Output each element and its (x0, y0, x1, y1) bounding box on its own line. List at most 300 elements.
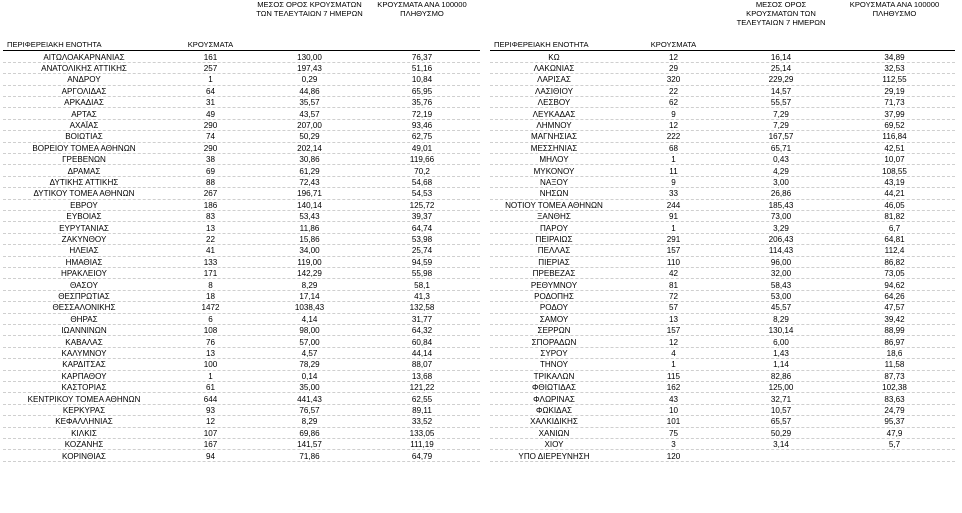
cell-region: ΖΑΚΥΝΘΟΥ (61, 234, 107, 244)
cell-cases: 9 (671, 177, 676, 187)
cell-avg7: 3,14 (773, 440, 789, 450)
cell-avg7: 114,43 (768, 246, 794, 256)
cell-region: ΚΩ (548, 52, 560, 62)
cell-cases: 12 (668, 120, 678, 130)
cell-per100k: 11,58 (884, 360, 905, 370)
table-row (3, 63, 480, 74)
cell-region: ΕΒΡΟΥ (70, 200, 98, 210)
table-row (490, 416, 955, 427)
cell-avg7: 7,29 (773, 120, 789, 130)
cell-avg7: 0,14 (301, 371, 318, 381)
cell-cases: 107 (203, 428, 218, 438)
cell-cases: 69 (205, 166, 215, 176)
cell-region: ΡΟΔΟΠΗΣ (534, 291, 574, 301)
cell-avg7: 44,86 (299, 86, 320, 96)
cell-region: ΧΙΟΥ (544, 440, 564, 450)
cell-avg7: 3,29 (773, 223, 789, 233)
table-row (490, 63, 955, 74)
table-row (3, 86, 480, 97)
cell-per100k: 10,84 (411, 75, 433, 85)
cell-avg7: 0,29 (301, 75, 318, 85)
cell-avg7: 142,29 (297, 269, 322, 279)
cell-cases: 62 (668, 98, 678, 108)
cell-avg7: 3,00 (773, 177, 789, 187)
cell-per100k: 44,14 (411, 348, 433, 358)
cell-cases: 13 (205, 223, 215, 233)
cell-avg7: 50,29 (299, 132, 320, 142)
table-row (3, 359, 480, 370)
table-row (490, 394, 955, 405)
cell-cases: 1 (208, 75, 213, 85)
cell-avg7: 45,57 (770, 303, 792, 313)
cell-per100k: 72,19 (411, 109, 433, 119)
cell-region: ΔΥΤΙΚΟΥ ΤΟΜΕΑ ΑΘΗΝΩΝ (33, 189, 135, 199)
table-row (3, 166, 480, 177)
cell-cases: 75 (668, 428, 678, 438)
cell-avg7: 65,71 (770, 143, 792, 153)
table-row (3, 337, 480, 348)
cell-per100k: 86,97 (884, 337, 905, 347)
cell-cases: 162 (666, 383, 681, 393)
cell-avg7: 197,43 (297, 63, 322, 73)
cell-per100k: 111,19 (410, 440, 434, 450)
table-row (490, 52, 955, 63)
cell-avg7: 98,00 (299, 326, 320, 336)
cell-avg7: 130,00 (297, 52, 322, 62)
col-header-avg7-left: ΜΕΣΟΣ ΟΡΟΣ ΚΡΟΥΣΜΑΤΩΝ ΤΩΝ ΤΕΛΕΥΤΑΙΩΝ 7 ΗΜΕΡΩΝ (256, 0, 363, 18)
cell-per100k: 18,6 (886, 348, 903, 358)
cell-per100k: 76,37 (411, 52, 433, 62)
cell-cases: 22 (205, 234, 215, 244)
cell-avg7: 78,29 (299, 360, 320, 370)
cell-cases: 64 (205, 86, 215, 96)
cell-per100k: 5,7 (888, 440, 901, 450)
col-header-cases-right: ΚΡΟΥΣΜΑΤΑ (650, 40, 697, 49)
cell-region: ΗΛΕΙΑΣ (69, 246, 99, 256)
cell-cases: 13 (668, 314, 678, 324)
cell-region: ΔΡΑΜΑΣ (67, 166, 101, 176)
table-row (3, 257, 480, 268)
cell-cases: 110 (667, 257, 680, 267)
table-row (490, 86, 955, 97)
table-row (490, 428, 955, 439)
cell-per100k: 33,52 (411, 417, 433, 427)
table-row (3, 394, 480, 405)
cell-per100k: 112,55 (882, 75, 907, 85)
table-row (3, 223, 480, 234)
cell-cases: 157 (666, 246, 681, 256)
cell-avg7: 130,14 (768, 326, 794, 336)
table-row (490, 337, 955, 348)
cell-per100k: 89,11 (412, 405, 432, 415)
cell-region: ΣΑΜΟΥ (539, 314, 569, 324)
cell-avg7: 196,71 (297, 189, 322, 199)
cell-cases: 83 (205, 212, 215, 222)
table-row (490, 97, 955, 108)
cell-region: ΝΗΣΩΝ (539, 189, 569, 199)
cell-per100k: 125,72 (409, 200, 435, 210)
cell-region: ΑΝΔΡΟΥ (67, 75, 101, 85)
cell-region: ΚΟΡΙΝΘΙΑΣ (62, 451, 106, 461)
cell-per100k: 29,19 (884, 86, 905, 96)
cell-region: ΒΟΡΕΙΟΥ ΤΟΜΕΑ ΑΘΗΝΩΝ (32, 143, 136, 153)
table-row (490, 120, 955, 131)
cell-region: ΚΑΡΔΙΤΣΑΣ (62, 360, 106, 370)
cell-per100k: 95,37 (884, 417, 905, 427)
col-header-region-right: ΠΕΡΙΦΕΡΕΙΑΚΗ ΕΝΟΤΗΤΑ (494, 40, 589, 49)
cell-per100k: 121,22 (409, 383, 435, 393)
cell-region: ΡΕΘΥΜΝΟΥ (530, 280, 578, 290)
cell-region: ΛΑΚΩΝΙΑΣ (533, 63, 575, 73)
cell-per100k: 112,4 (884, 246, 905, 256)
cell-region: ΞΑΝΘΗΣ (537, 212, 571, 222)
table-row (3, 302, 480, 313)
cell-avg7: 61,29 (299, 166, 320, 176)
table-row (3, 382, 480, 393)
table-row (3, 348, 480, 359)
cell-per100k: 62,75 (411, 132, 433, 142)
cell-avg7: 71,86 (299, 451, 320, 461)
cell-region: ΣΥΡΟΥ (540, 348, 568, 358)
cell-avg7: 32,00 (770, 269, 792, 279)
cell-avg7: 26,86 (770, 189, 792, 199)
table-row (490, 245, 955, 256)
cell-region: ΧΑΝΙΩΝ (538, 428, 570, 438)
cell-region: ΦΩΚΙΔΑΣ (536, 405, 572, 415)
cell-region: ΗΡΑΚΛΕΙΟΥ (61, 269, 107, 279)
cell-avg7: 55,57 (770, 98, 792, 108)
cell-per100k: 39,42 (884, 314, 905, 324)
cell-cases: 4 (671, 348, 676, 358)
cell-per100k: 54,68 (411, 177, 433, 187)
col-header-cases-left: ΚΡΟΥΣΜΑΤΑ (187, 40, 234, 49)
cell-region: ΑΡΓΟΛΙΔΑΣ (61, 86, 107, 96)
cell-avg7: 32,71 (770, 394, 792, 404)
cell-cases: 8 (208, 280, 213, 290)
cell-region: ΚΑΣΤΟΡΙΑΣ (61, 383, 107, 393)
cell-per100k: 81,82 (884, 212, 905, 222)
table-row (3, 109, 480, 120)
cell-avg7: 25,14 (770, 63, 792, 73)
cell-cases: 74 (205, 132, 215, 142)
cell-per100k: 35,76 (411, 98, 433, 108)
cell-region: ΚΑΛΥΜΝΟΥ (61, 348, 107, 358)
cell-avg7: 15,86 (299, 234, 320, 244)
cell-region: ΠΑΡΟΥ (539, 223, 569, 233)
table-row (3, 74, 480, 85)
cell-cases: 93 (205, 405, 215, 415)
cell-avg7: 43,57 (299, 109, 320, 119)
cell-per100k: 37,99 (884, 109, 905, 119)
cell-avg7: 76,57 (299, 405, 320, 415)
table-row (3, 52, 480, 63)
cell-per100k: 88,07 (411, 360, 433, 370)
table-row (3, 200, 480, 211)
table-row (3, 234, 480, 245)
cell-per100k: 60,84 (411, 337, 433, 347)
table-row (490, 371, 955, 382)
cell-per100k: 65,95 (411, 86, 433, 96)
cell-cases: 157 (666, 326, 681, 336)
cell-region: ΚΕΝΤΡΙΚΟΥ ΤΟΜΕΑ ΑΘΗΝΩΝ (27, 394, 141, 404)
cell-cases: 31 (205, 98, 215, 108)
cell-cases: 57 (668, 303, 678, 313)
cell-cases: 1472 (201, 303, 220, 313)
cell-per100k: 64,26 (884, 291, 905, 301)
cell-cases: 13 (205, 348, 215, 358)
cell-cases: 12 (668, 52, 678, 62)
cell-avg7: 73,00 (770, 212, 792, 222)
cell-region: ΘΑΣΟΥ (70, 280, 98, 290)
table-row (3, 371, 480, 382)
cell-cases: 38 (205, 155, 215, 165)
cell-avg7: 119,00 (297, 257, 322, 267)
table-row (490, 109, 955, 120)
cell-avg7: 82,86 (770, 371, 792, 381)
cell-per100k: 102,38 (882, 383, 907, 393)
cell-cases: 3 (671, 440, 676, 450)
cell-region: ΛΕΥΚΑΔΑΣ (532, 109, 576, 119)
cell-cases: 167 (203, 440, 218, 450)
cell-cases: 186 (203, 200, 218, 210)
cell-per100k: 39,37 (411, 212, 433, 222)
cell-avg7: 50,29 (770, 428, 792, 438)
cell-cases: 6 (208, 314, 213, 324)
cell-cases: 12 (205, 417, 215, 427)
cell-region: ΝΟΤΙΟΥ ΤΟΜΕΑ ΑΘΗΝΩΝ (505, 200, 603, 210)
cell-cases: 115 (667, 371, 680, 381)
cell-cases: 267 (203, 189, 218, 199)
table-row (3, 120, 480, 131)
cell-region: ΠΕΛΛΑΣ (537, 246, 571, 256)
cell-region: ΜΑΓΝΗΣΙΑΣ (531, 132, 577, 142)
cell-cases: 29 (668, 63, 678, 73)
cell-per100k: 132,58 (409, 303, 435, 313)
cell-cases: 120 (666, 451, 681, 461)
cell-cases: 9 (671, 109, 676, 119)
cell-avg7: 17,14 (299, 291, 320, 301)
table-row (490, 177, 955, 188)
cell-per100k: 44,21 (884, 189, 905, 199)
cell-avg7: 11,86 (299, 223, 320, 233)
cell-region: ΧΑΛΚΙΔΙΚΗΣ (530, 417, 578, 427)
cell-per100k: 64,81 (884, 234, 905, 244)
cell-cases: 100 (203, 360, 218, 370)
cell-region: ΤΗΝΟΥ (539, 360, 569, 370)
cell-cases: 68 (668, 143, 678, 153)
cell-region: ΚΑΒΑΛΑΣ (65, 337, 103, 347)
cell-cases: 1 (208, 371, 213, 381)
cell-cases: 41 (205, 246, 215, 256)
cell-avg7: 207,00 (297, 120, 322, 130)
table-row (490, 359, 955, 370)
cell-per100k: 119,66 (409, 155, 435, 165)
cell-avg7: 202,14 (297, 143, 322, 153)
cell-region: ΝΑΞΟΥ (540, 177, 568, 187)
cell-per100k: 70,2 (414, 166, 430, 176)
cell-cases: 61 (205, 383, 215, 393)
cell-per100k: 47,9 (886, 428, 903, 438)
cell-region: ΕΥΡΥΤΑΝΙΑΣ (59, 223, 109, 233)
table-row (3, 428, 480, 439)
table-row (490, 405, 955, 416)
cell-avg7: 167,57 (768, 132, 794, 142)
cell-per100k: 25,74 (411, 246, 433, 256)
table-row (490, 154, 955, 165)
cell-cases: 12 (668, 337, 678, 347)
cell-per100k: 69,52 (884, 120, 905, 130)
cell-avg7: 206,43 (768, 234, 794, 244)
cell-avg7: 53,00 (770, 291, 792, 301)
cell-cases: 108 (203, 326, 218, 336)
table-row (490, 188, 955, 199)
cell-per100k: 62,55 (411, 394, 433, 404)
row-divider (490, 461, 955, 462)
table-row (3, 291, 480, 302)
cell-avg7: 58,43 (770, 280, 792, 290)
cell-region: ΠΕΙΡΑΙΩΣ (535, 234, 573, 244)
table-row (490, 439, 955, 450)
cell-cases: 81 (668, 280, 678, 290)
table-row (3, 416, 480, 427)
cell-avg7: 96,00 (770, 257, 792, 267)
col-header-avg7-right: ΜΕΣΟΣ ΟΡΟΣ ΚΡΟΥΣΜΑΤΩΝ ΤΩΝ ΤΕΛΕΥΤΑΙΩΝ 7 ΗΜΕΡΩΝ (736, 0, 826, 27)
cell-per100k: 64,79 (411, 451, 433, 461)
cell-cases: 72 (668, 291, 678, 301)
table-row (490, 302, 955, 313)
table-row (3, 245, 480, 256)
cell-avg7: 125,00 (768, 383, 794, 393)
cell-region: ΚΑΡΠΑΘΟΥ (61, 371, 107, 381)
cell-avg7: 7,29 (773, 109, 789, 119)
table-row (3, 325, 480, 336)
cell-region: ΜΗΛΟΥ (539, 155, 569, 165)
cell-region: ΛΕΣΒΟΥ (537, 98, 571, 108)
cell-region: ΒΟΙΩΤΙΑΣ (65, 132, 103, 142)
cell-region: ΑΧΑΪΑΣ (69, 120, 99, 130)
cell-avg7: 35,00 (299, 383, 320, 393)
cell-cases: 1 (671, 155, 676, 165)
cell-region: ΑΙΤΩΛΟΑΚΑΡΝΑΝΙΑΣ (43, 52, 125, 62)
cell-region: ΛΗΜΝΟΥ (536, 120, 572, 130)
table-row (3, 97, 480, 108)
table-row (3, 211, 480, 222)
cell-per100k: 64,32 (411, 326, 433, 336)
cell-avg7: 4,57 (301, 348, 318, 358)
table-row (490, 74, 955, 85)
cell-region: ΦΘΙΩΤΙΔΑΣ (531, 383, 577, 393)
cell-region: ΚΕΡΚΥΡΑΣ (62, 405, 106, 415)
cell-avg7: 6,00 (773, 337, 789, 347)
cell-region: ΜΥΚΟΝΟΥ (533, 166, 575, 176)
table-row (490, 143, 955, 154)
cell-avg7: 10,57 (770, 405, 792, 415)
cell-per100k: 10,07 (884, 155, 905, 165)
cell-per100k: 87,73 (884, 371, 905, 381)
cell-avg7: 8,29 (773, 314, 789, 324)
cell-per100k: 55,98 (411, 269, 433, 279)
table-row (490, 382, 955, 393)
cell-per100k: 86,82 (884, 257, 905, 267)
cell-cases: 11 (669, 166, 678, 176)
cell-avg7: 53,43 (299, 212, 320, 222)
cell-cases: 320 (666, 75, 681, 85)
cell-avg7: 35,57 (299, 98, 320, 108)
table-row (490, 325, 955, 336)
cell-cases: 22 (668, 86, 678, 96)
table-row (490, 348, 955, 359)
cell-cases: 88 (205, 177, 215, 187)
cell-avg7: 57,00 (299, 337, 320, 347)
cell-avg7: 8,29 (301, 280, 318, 290)
table-row (490, 166, 955, 177)
cell-region: ΜΕΣΣΗΝΙΑΣ (530, 143, 578, 153)
cell-cases: 49 (205, 109, 215, 119)
cell-cases: 91 (668, 212, 678, 222)
cell-region: ΤΡΙΚΑΛΩΝ (533, 371, 575, 381)
table-row (3, 188, 480, 199)
cell-cases: 101 (666, 417, 681, 427)
table-row (490, 200, 955, 211)
cell-region: ΣΕΡΡΩΝ (537, 326, 571, 336)
cell-avg7: 14,57 (770, 86, 792, 96)
cell-avg7: 65,57 (770, 417, 792, 427)
cell-per100k: 64,74 (411, 223, 433, 233)
table-row (490, 291, 955, 302)
col-header-region-left: ΠΕΡΙΦΕΡΕΙΑΚΗ ΕΝΟΤΗΤΑ (7, 40, 102, 49)
cell-avg7: 1,14 (773, 360, 789, 370)
cell-per100k: 88,99 (884, 326, 905, 336)
cell-region: ΠΡΕΒΕΖΑΣ (532, 269, 576, 279)
cell-per100k: 133,05 (409, 428, 435, 438)
cell-cases: 1 (671, 223, 676, 233)
cell-avg7: 16,14 (770, 52, 792, 62)
table-row (490, 234, 955, 245)
cell-per100k: 34,89 (884, 52, 905, 62)
cell-avg7: 30,86 (299, 155, 320, 165)
cell-per100k: 93,46 (411, 120, 433, 130)
cell-per100k: 42,51 (884, 143, 905, 153)
cell-region: ΡΟΔΟΥ (539, 303, 569, 313)
cell-cases: 290 (203, 120, 218, 130)
cell-region: ΑΝΑΤΟΛΙΚΗΣ ΑΤΤΙΚΗΣ (41, 63, 127, 73)
cell-avg7: 441,43 (297, 394, 322, 404)
cell-per100k: 58,1 (414, 280, 430, 290)
cell-region: ΑΡΚΑΔΙΑΣ (64, 98, 104, 108)
cell-cases: 222 (666, 132, 681, 142)
cell-region: ΙΩΑΝΝΙΝΩΝ (61, 326, 107, 336)
cell-avg7: 1,43 (773, 348, 789, 358)
cell-cases: 244 (666, 200, 681, 210)
cell-per100k: 32,53 (884, 63, 905, 73)
table-row (3, 131, 480, 142)
cell-per100k: 94,59 (411, 257, 433, 267)
cell-avg7: 1038,43 (294, 303, 325, 313)
table-row (490, 131, 955, 142)
table-row (490, 223, 955, 234)
cell-cases: 18 (205, 291, 215, 301)
cell-region: ΣΠΟΡΑΔΩΝ (531, 337, 577, 347)
cell-region: ΕΥΒΟΙΑΣ (66, 212, 102, 222)
table-row (3, 439, 480, 450)
table-row (3, 154, 480, 165)
cell-avg7: 4,14 (301, 314, 318, 324)
cell-per100k: 24,79 (884, 405, 905, 415)
cell-region: ΘΕΣΠΡΩΤΙΑΣ (58, 291, 110, 301)
cell-per100k: 31,77 (411, 314, 433, 324)
cell-per100k: 53,98 (411, 234, 433, 244)
cell-per100k: 116,84 (882, 132, 907, 142)
